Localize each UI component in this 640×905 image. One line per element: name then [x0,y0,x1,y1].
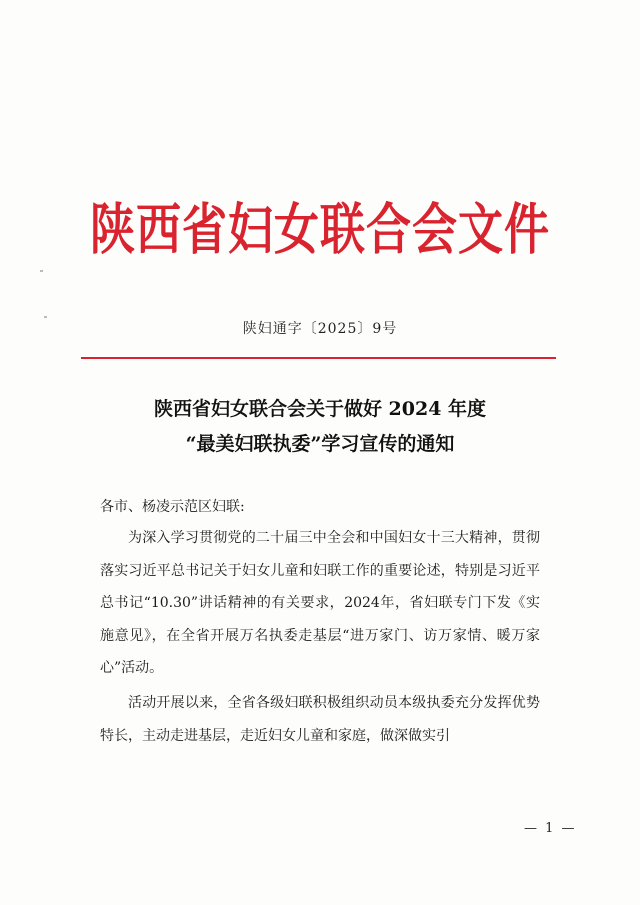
org-header-title: 陕西省妇女联合会文件 [89,197,550,262]
notice-title-line-2: “最美妇联执委”学习宣传的通知 [185,433,455,455]
body-paragraph: 活动开展以来，全省各级妇联积极组织动员本级执委充分发挥优势特长，主动走进基层，走近妇女儿童和家庭，做深做实引 [100,695,540,744]
scan-speck [44,316,47,318]
red-divider-line [81,357,556,359]
document-number: 陕妇通字〔2025〕9号 [242,321,398,337]
addressee: 各市、杨凌示范区妇联: [100,499,245,515]
page-number: — 1 — [524,821,577,836]
body-paragraph: 为深入学习贯彻党的二十届三中全会和中国妇女十三大精神，贯彻落实习近平总书记关于妇女儿童和妇联工作的重要论述，特别是习近平总书记“10.30”讲话精神的有关要求，2024年，省妇联专门下发《实施意见》，在全省开展万名执委走基层“进万家门、访万家情、暖万家心”活动。 [100,530,540,676]
scan-speck [40,270,43,272]
notice-title-line-1: 陕西省妇女联合会关于做好 2024 年度 [153,398,487,420]
